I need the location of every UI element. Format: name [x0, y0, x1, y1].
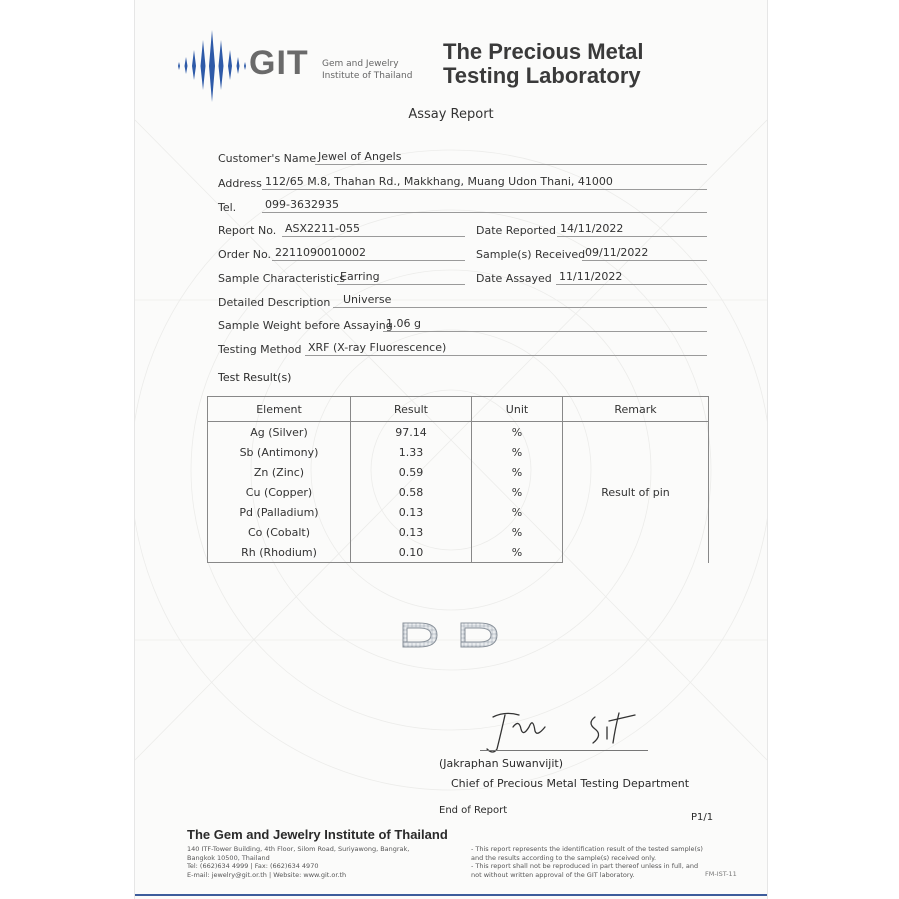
element-cell: Cu (Copper)	[208, 482, 351, 502]
address-label: Address	[218, 177, 262, 190]
signatory-name: (Jakraphan Suwanvijit)	[438, 757, 564, 770]
assay-report-page	[134, 0, 768, 899]
unit-cell: %	[472, 442, 563, 462]
testing-method-value: XRF (X-ray Fluorescence)	[308, 341, 447, 354]
sample-weight-value: 1.06 g	[386, 317, 421, 330]
footer-divider	[135, 894, 767, 896]
date-assayed-label: Date Assayed	[476, 272, 552, 285]
customer-name-value: Jewel of Angels	[318, 150, 402, 163]
tel-label: Tel.	[218, 201, 237, 214]
samples-received-label: Sample(s) Received	[476, 248, 586, 261]
column-header-remark: Remark	[563, 397, 709, 422]
page-number: P1/1	[691, 812, 714, 823]
git-logo-subtitle: Gem and Jewelry Institute of Thailand	[322, 59, 413, 81]
test-results-label: Test Result(s)	[218, 371, 292, 384]
date-assayed-value: 11/11/2022	[559, 270, 623, 283]
column-header-result: Result	[351, 397, 472, 422]
customer-name-underline	[315, 164, 707, 165]
element-cell: Sb (Antimony)	[208, 442, 351, 462]
result-cell: 97.14	[351, 422, 472, 443]
element-cell: Pd (Palladium)	[208, 502, 351, 522]
result-cell: 0.59	[351, 462, 472, 482]
date-assayed-underline	[556, 284, 707, 285]
detailed-description-underline	[333, 307, 707, 308]
tel-underline	[262, 212, 707, 213]
signature-line	[480, 750, 648, 751]
sample-characteristics-underline	[337, 284, 465, 285]
samples-received-value: 09/11/2022	[585, 246, 649, 259]
lab-title: The Precious Metal Testing Laboratory	[443, 39, 644, 88]
sample-characteristics-value: Earring	[340, 270, 380, 283]
end-of-report: End of Report	[439, 805, 508, 816]
footer-institute-name: The Gem and Jewelry Institute of Thailand	[187, 827, 448, 842]
result-cell: 0.13	[351, 502, 472, 522]
unit-cell: %	[472, 542, 563, 563]
report-no-label: Report No.	[218, 224, 277, 237]
column-header-unit: Unit	[472, 397, 563, 422]
element-cell: Co (Cobalt)	[208, 522, 351, 542]
footer-address: 140 ITF-Tower Building, 4th Floor, Silom Road, Suriyawong, Bangrak, Bangkok 10500, Thailand Tel: (662)634 4999 | Fax: (662)634 4970 E-mail: jewelry@git.or.th | Website: www.git.or.th	[187, 845, 410, 879]
git-logo-icon	[177, 30, 247, 102]
report-no-underline	[282, 236, 465, 237]
git-logo-text: GIT	[249, 44, 309, 82]
order-no-value: 2211090010002	[275, 246, 366, 259]
order-no-underline	[272, 260, 465, 261]
result-cell: 0.13	[351, 522, 472, 542]
tel-value: 099-3632935	[265, 198, 339, 211]
sample-characteristics-label: Sample Characteristics	[218, 272, 345, 285]
sample-weight-underline	[383, 331, 707, 332]
table-row	[208, 422, 709, 443]
test-results-table	[207, 396, 709, 563]
footer-disclaimer: - This report represents the identification result of the tested sample(s) and the results according to the sample(s) received only. - This report shall not be reproduced in part thereof unless in full, and not without written approval of the GIT laboratory.	[471, 845, 703, 879]
form-code: FM-IST-11	[705, 870, 737, 878]
address-value: 112/65 M.8, Thahan Rd., Makkhang, Muang Udon Thani, 41000	[265, 175, 613, 188]
report-title: Assay Report	[408, 107, 494, 122]
detailed-description-value: Universe	[343, 293, 392, 306]
testing-method-underline	[305, 355, 707, 356]
address-underline	[262, 189, 707, 190]
element-cell: Zn (Zinc)	[208, 462, 351, 482]
table-header-row	[208, 397, 709, 422]
customer-name-label: Customer's Name	[218, 152, 317, 165]
detailed-description-label: Detailed Description	[218, 296, 331, 309]
samples-received-underline	[582, 260, 707, 261]
remark-cell: Result of pin	[563, 422, 709, 563]
sample-weight-label: Sample Weight before Assaying	[218, 319, 393, 332]
earring-sample-photo	[397, 615, 507, 655]
handwritten-signature	[475, 705, 655, 755]
date-reported-underline	[557, 236, 707, 237]
order-no-label: Order No.	[218, 248, 272, 261]
report-no-value: ASX2211-055	[285, 222, 361, 235]
element-cell: Rh (Rhodium)	[208, 542, 351, 563]
element-cell: Ag (Silver)	[208, 422, 351, 443]
signatory-title: Chief of Precious Metal Testing Department	[451, 777, 690, 790]
unit-cell: %	[472, 522, 563, 542]
unit-cell: %	[472, 462, 563, 482]
date-reported-label: Date Reported	[476, 224, 557, 237]
result-cell: 1.33	[351, 442, 472, 462]
result-cell: 0.10	[351, 542, 472, 563]
testing-method-label: Testing Method	[218, 343, 302, 356]
unit-cell: %	[472, 502, 563, 522]
result-cell: 0.58	[351, 482, 472, 502]
unit-cell: %	[472, 422, 563, 443]
date-reported-value: 14/11/2022	[560, 222, 624, 235]
column-header-element: Element	[208, 397, 351, 422]
unit-cell: %	[472, 482, 563, 502]
